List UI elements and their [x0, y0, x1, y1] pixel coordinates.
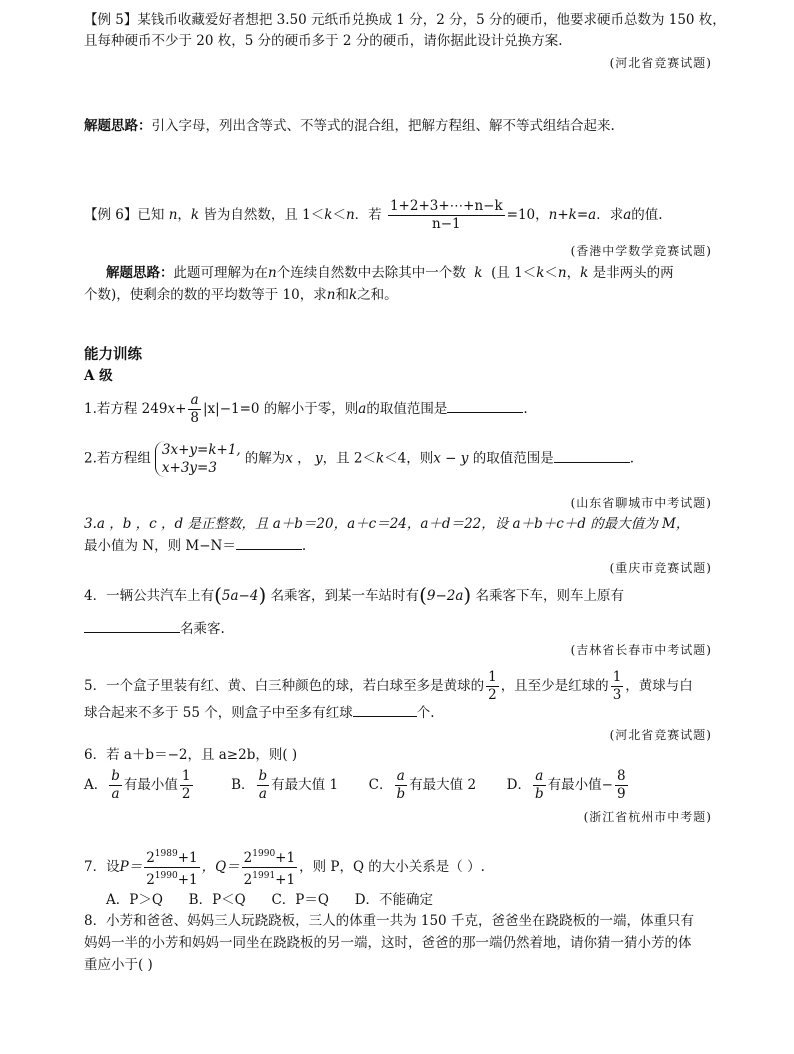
q5-text: 个.: [416, 705, 435, 721]
ex6-hint-label: 解题思路：: [106, 265, 174, 281]
q7-tail: +1: [275, 872, 296, 888]
ex5-line1: 【例 5】某钱币收藏爱好者想把 3.50 元纸币兑换成 1 分，2 分，5 分的硬币，他要求硬币总数为 150 枚，: [84, 12, 726, 28]
q7-exp: 1989: [154, 849, 178, 859]
q5-fraction2: [611, 669, 624, 704]
q4-expr2: 9−2a: [426, 588, 464, 604]
q4-line1: 4．一辆公共汽车上有(5a−4) 名乘客，到某一车站时有(9−2a) 名乘客下车，则车上原有: [84, 583, 625, 607]
ex6-text: =10，: [506, 207, 549, 223]
q6-frac-den: 9: [616, 786, 626, 802]
q6-opt-label: B．: [231, 777, 255, 793]
q7-q-label: ，Q＝: [201, 859, 240, 875]
q3-line2: 最小值为 N，则 M−N＝ .: [84, 538, 307, 554]
section-title: 能力训练: [84, 347, 142, 363]
q8-line2: 妈妈一半的小芳和妈妈一同坐在跷跷板的另一端，这时，爸爸的那一端仍然着地，请你猜一猜小芳的体: [84, 935, 692, 951]
q6-opt-text: 有最大值 2: [409, 777, 477, 793]
q1-text: 的取值范围是: [366, 401, 448, 417]
q5-text: ，黄球与白: [625, 678, 693, 694]
ex5-line2: 且每种硬币不少于 20 枚，5 分的硬币多于 2 分的硬币，请你据此设计兑换方案.: [84, 33, 563, 49]
q1-fraction: [188, 392, 201, 427]
ex6-frac-num: 1+2+3+⋯+n−k: [389, 198, 503, 214]
q7-tail: +1: [275, 850, 296, 866]
ex6-source: (香港中学数学竞赛试题): [570, 244, 712, 258]
q5-line2: [84, 704, 435, 722]
q5-frac2-den: 3: [612, 687, 622, 703]
ex6-line1: 【例 6】已知 n，k 皆为自然数，且 1＜k＜n．若 $\frac{1+2+3+\cdots+n-k}{n-1}$ =10，n+k=a．求a的值.: [84, 198, 663, 232]
q7-p-fraction: [144, 846, 199, 889]
q5-answer-blank[interactable]: [353, 716, 417, 717]
ex6-hint-text: 个数)，使剩余的数的平均数等于 10，求: [84, 287, 327, 303]
q1-text: |x|−1=0 的解小于零，则: [202, 401, 359, 417]
q1-frac-num: a: [188, 392, 201, 410]
q4-text: 名乘客，到某一车站时有: [270, 588, 420, 604]
ex6-hint-text: 和: [335, 287, 349, 303]
q5-text: 球合起来不多于 55 个，则盒子中至多有红球: [84, 705, 353, 721]
q5-frac2-num: 1: [612, 669, 622, 685]
q6-frac-den: 2: [181, 786, 191, 802]
ex6-hint-text: 个连续自然数中去除其中一个数: [276, 265, 466, 281]
q6-option-b[interactable]: [231, 768, 339, 802]
q6-opt-label: C．: [368, 777, 393, 793]
q4-expr1: 5a−4: [221, 588, 259, 604]
q6-options: [84, 768, 630, 803]
q2-eq2: x+3y=3: [161, 460, 217, 476]
q4-answer-blank[interactable]: [84, 632, 180, 633]
ex6-text: 的值.: [631, 207, 663, 223]
q6-frac-den: b: [396, 786, 406, 802]
q6-stem: 6．若 a＋b＝−2，且 a≥2b，则( ): [84, 747, 298, 763]
ex6-text: 已知: [137, 207, 165, 223]
q6-opt-label: D．: [506, 777, 531, 793]
q6-frac-den: b: [534, 786, 544, 802]
q7-q-fraction: [242, 846, 297, 889]
q2-source: (山东省聊城市中考试题): [570, 496, 712, 510]
ex6-hint-text: ＜: [544, 265, 558, 281]
ex6-text: ．求: [596, 207, 624, 223]
ex6-label: 【例 6】: [84, 207, 138, 223]
q7-base: 2: [146, 872, 155, 888]
ex5-source: (河北省竞赛试题): [609, 56, 712, 70]
q7-base: 2: [146, 850, 155, 866]
q7-base: 2: [243, 850, 253, 866]
q5-text: 5．一个盒子里装有红、黄、白三种颜色的球，若白球至多是黄球的: [84, 678, 485, 694]
q6-option-c[interactable]: [368, 768, 477, 802]
section-level: A 级: [84, 368, 113, 384]
ex6-hint-text: (且 1＜: [491, 265, 537, 281]
q5-source: (河北省竞赛试题): [609, 728, 712, 742]
q2-text: 2.若方程组: [84, 450, 151, 467]
q7-line: [84, 846, 485, 889]
ex6-hint-text: 此题可理解为在: [173, 265, 268, 281]
q7-text: ，则 P，Q 的大小关系是（ ）.: [299, 859, 485, 875]
q2-text: ＜4，则: [384, 450, 434, 467]
ex5-hint: [84, 117, 615, 135]
ex6-text: 皆为自然数，且 1＜: [203, 207, 325, 223]
q6-option-a[interactable]: [84, 768, 195, 802]
q7-options[interactable]: A．P＞Q B．P＜Q C．P＝Q D．不能确定: [106, 892, 434, 908]
q2-line: 2.若方程组 3x+y=k+1, x+3y=3 的解为x ， y，且 2＜k＜4，则x − y 的取值范围是 .: [84, 442, 635, 476]
q6-frac-num: a: [395, 768, 408, 786]
q7-exp: 1990: [154, 871, 178, 881]
q7-exp: 1991: [252, 871, 276, 881]
ex6-text: ．若: [354, 207, 382, 223]
q1-answer-blank[interactable]: [447, 412, 523, 413]
q5-frac1-den: 2: [488, 687, 497, 703]
q6-source: (浙江省杭州市中考题): [583, 810, 712, 824]
q4-source: (吉林省长春市中考试题): [570, 643, 712, 657]
q1-frac-den: 8: [190, 410, 199, 426]
q2-text: 的取值范围是: [472, 450, 554, 467]
q6-frac-num: b: [258, 768, 268, 784]
ex6-text: ＜: [332, 207, 346, 223]
q6-opt-text: 有最小值: [123, 777, 178, 793]
q4-text: 名乘客.: [180, 621, 225, 637]
ex6-hint-text: 之和。: [357, 287, 398, 303]
q7-text: 7．设: [84, 859, 120, 875]
q2-eq1: 3x+y=k+1,: [161, 442, 241, 458]
q3-text: 最小值为 N，则 M−N＝: [84, 538, 236, 554]
q4-text: 名乘客下车，则车上原有: [475, 588, 625, 604]
q7-p-label: P＝: [119, 859, 143, 875]
ex6-hint-text: ，: [566, 265, 581, 281]
q1-text: 1.若方程 249: [84, 401, 168, 417]
q7-base: 2: [243, 872, 253, 888]
q7-exp: 1990: [252, 849, 276, 859]
ex6-hint-text: 是非两头的两: [592, 265, 674, 281]
q7-tail: +1: [177, 872, 198, 888]
q8-line1: 8．小芳和爸爸、妈妈三人玩跷跷板，三人的体重一共为 150 千克，爸爸坐在跷跷板的一端，体重只有: [84, 913, 694, 929]
q5-frac1-num: 1: [488, 669, 497, 685]
q5-fraction1: [486, 669, 499, 704]
q6-frac-num: a: [533, 768, 546, 786]
ex5-hint-label: 解题思路：: [84, 118, 152, 134]
q5-line1: [84, 669, 693, 704]
q3-line1: 3.a ，b ，c ，d 是正整数，且 a＋b＝20，a＋c＝24，a＋d＝22，设 a＋b＋c＋d 的最大值为 M，: [84, 516, 690, 532]
q3-source: (重庆市竞赛试题): [609, 561, 712, 575]
q2-text: ，且 2＜: [322, 450, 376, 467]
q8-line3: 重应小于( ): [84, 957, 153, 973]
q6-opt-label: A．: [84, 777, 108, 793]
q6-opt-text: 有最小值−: [547, 777, 613, 793]
q2-answer-blank[interactable]: [554, 462, 630, 463]
q2-text: 的解为: [244, 450, 286, 467]
ex6-frac-den: n−1: [432, 216, 461, 232]
ex5-hint-text: 引入字母，列出含等式、不等式的混合组，把解方程组、解不等式组结合起来.: [151, 118, 615, 134]
q6-frac-den: a: [258, 786, 267, 802]
ex6-eq: n+k=a: [548, 207, 597, 223]
q6-opt-text: 有最大值 1: [271, 777, 339, 793]
q3-answer-blank[interactable]: [236, 549, 302, 550]
ex6-hint-line2: 个数)，使剩余的数的平均数等于 10，求n和k之和。: [84, 287, 398, 303]
ex6-hint-line1: 解题思路：此题可理解为在n个连续自然数中去除其中一个数 k (且 1＜k＜n，k 是非两头的两: [106, 265, 674, 281]
q6-frac-den: a: [111, 786, 120, 802]
q6-option-d[interactable]: [506, 768, 630, 802]
q6-frac-num: b: [111, 768, 120, 784]
q2-equation-system: [155, 441, 241, 477]
q4-text: 4．一辆公共汽车上有: [84, 588, 215, 604]
q6-frac-num: 1: [181, 768, 191, 784]
q7-tail: +1: [177, 850, 198, 866]
q1-line: 1.若方程 249x+ $\frac{a}{8}$ |x|−1=0 的解小于零，则a的取值范围是 .: [84, 392, 528, 426]
q4-line2: [84, 620, 225, 638]
q6-frac-num: 8: [616, 768, 626, 784]
q5-text: ，且至少是红球的: [500, 678, 609, 694]
ex6-fraction: [388, 198, 505, 233]
